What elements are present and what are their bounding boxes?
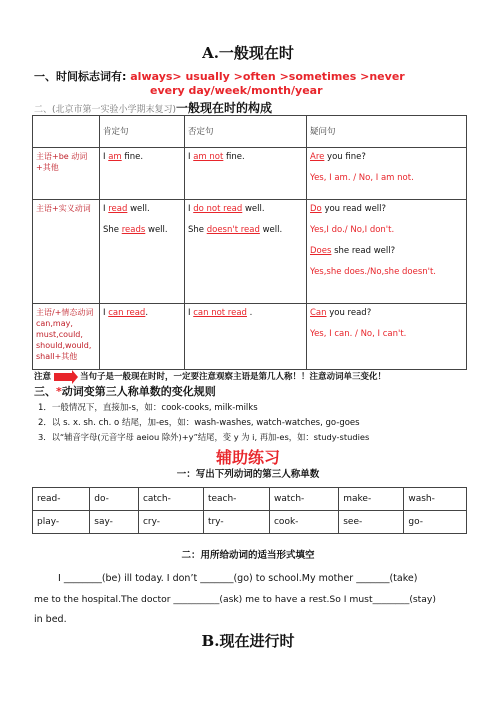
section-b-title: B.现在进行时 bbox=[201, 632, 295, 650]
table-row bbox=[33, 148, 467, 200]
cell-text: well. bbox=[259, 225, 283, 235]
verb-cell: play- bbox=[33, 511, 90, 534]
cell-text: I bbox=[188, 152, 194, 162]
verb-cell: cook- bbox=[269, 511, 338, 534]
time-markers-words-2: every day/week/month/year bbox=[150, 84, 323, 97]
verb-cell: make- bbox=[339, 488, 404, 511]
cell-text: Yes,she does./No,she doesn't. bbox=[310, 267, 437, 277]
negative-cell bbox=[185, 148, 307, 200]
highlighted-word: Can bbox=[310, 308, 327, 318]
cell-line bbox=[188, 203, 303, 216]
star-icon: * bbox=[56, 385, 62, 398]
header-negative: 否定句 bbox=[185, 116, 307, 148]
exercise-line: in bed. bbox=[34, 614, 67, 625]
highlighted-word: am not bbox=[193, 152, 224, 162]
exercise-line: I ________(be) ill today. I don’t _______(go) to school.My mother _______(take) bbox=[58, 573, 418, 584]
highlighted-word: am bbox=[108, 152, 122, 162]
cell-text: well. bbox=[145, 225, 168, 235]
row-label: 主语/+情态动词 can,may, must,could, should,would, shall+其他 bbox=[33, 304, 100, 370]
cell-text: . bbox=[246, 308, 253, 318]
question-cell bbox=[307, 148, 467, 200]
highlighted-word: Do bbox=[310, 204, 322, 214]
affirmative-cell bbox=[100, 304, 185, 370]
header-blank bbox=[33, 116, 100, 148]
affirmative-cell bbox=[100, 148, 185, 200]
verb-cell: wash- bbox=[404, 488, 467, 511]
note-text: 当句子是一般现在时时，一定要注意观察主语是第几人称！！注意动词单三变化！ bbox=[80, 372, 387, 382]
cell-text: . bbox=[145, 308, 149, 318]
highlighted-word: Are bbox=[310, 152, 325, 162]
negative-cell bbox=[185, 200, 307, 304]
cell-line bbox=[188, 151, 303, 164]
cell-text: I bbox=[188, 308, 194, 318]
note-line bbox=[34, 370, 386, 382]
highlighted-word: can not read bbox=[193, 308, 247, 318]
exercise-line: me to the hospital.The doctor __________(ask) me to have a rest.So I must________(stay) bbox=[34, 594, 436, 605]
verb-cell: do- bbox=[90, 488, 139, 511]
highlighted-word: read bbox=[108, 204, 128, 214]
header-question: 疑问句 bbox=[307, 116, 467, 148]
rule-item: 1．一般情况下，直接加-s，如：cook-cooks, milk-milks bbox=[38, 403, 258, 413]
cell-text: you read? bbox=[326, 308, 372, 318]
verb-cell: go- bbox=[404, 511, 467, 534]
cell-text: Yes, I am. / No, I am not. bbox=[310, 173, 414, 183]
time-markers-words: always> usually >often >sometimes >never bbox=[130, 70, 405, 83]
grammar-table bbox=[32, 115, 467, 370]
section3-label: 三、 bbox=[34, 385, 56, 398]
cell-line bbox=[310, 328, 463, 341]
highlighted-word: Does bbox=[310, 246, 332, 256]
cell-line bbox=[188, 224, 303, 237]
cell-text: I bbox=[188, 204, 194, 214]
table-row bbox=[33, 488, 467, 511]
cell-line bbox=[310, 307, 463, 320]
section1-colon: : bbox=[122, 70, 127, 83]
note-lead: 注意 bbox=[34, 372, 52, 382]
question-cell bbox=[307, 304, 467, 370]
cell-line bbox=[103, 224, 181, 237]
verbs-table bbox=[32, 487, 467, 534]
cell-text: fine. bbox=[223, 152, 245, 162]
time-markers-line bbox=[34, 68, 405, 84]
cell-text: well. bbox=[127, 204, 150, 214]
cell-text: She bbox=[188, 225, 207, 235]
table-row bbox=[33, 304, 467, 370]
cell-text: She bbox=[103, 225, 122, 235]
verb-cell: try- bbox=[203, 511, 269, 534]
verb-cell: cry- bbox=[138, 511, 203, 534]
exercise-part1-title: 一：写出下列动词的第三人称单数 bbox=[176, 469, 320, 480]
section2-heading bbox=[34, 99, 272, 116]
rule-item: 3．以“辅音字母(元音字母 aeiou 除外)+y”结尾，变 y 为 i, 再加-es，如：study-studies bbox=[38, 432, 370, 442]
cell-text: fine. bbox=[121, 152, 144, 162]
exercise-title: 辅助练习 bbox=[215, 448, 280, 467]
verb-cell: see- bbox=[339, 511, 404, 534]
cell-line bbox=[310, 151, 463, 164]
question-cell bbox=[307, 200, 467, 304]
cell-text: well. bbox=[242, 204, 265, 214]
highlighted-word: do not read bbox=[193, 204, 243, 214]
table-row bbox=[33, 200, 467, 304]
cell-text: I bbox=[103, 204, 109, 214]
cell-text: I bbox=[103, 152, 109, 162]
cell-line bbox=[188, 307, 303, 320]
rule-item: 2．以 s. x. sh. ch. o 结尾，加-es，如：wash-washes, watch-watches, go-goes bbox=[38, 418, 360, 428]
cell-line bbox=[103, 307, 181, 320]
verb-cell: watch- bbox=[269, 488, 338, 511]
section3-heading bbox=[34, 383, 216, 399]
negative-cell bbox=[185, 304, 307, 370]
cell-line bbox=[310, 203, 463, 216]
section2-title: 一般现在时的构成 bbox=[176, 101, 273, 115]
cell-line bbox=[103, 151, 181, 164]
cell-line bbox=[103, 203, 181, 216]
header-affirmative: 肯定句 bbox=[100, 116, 185, 148]
cell-text: you fine? bbox=[324, 152, 366, 162]
arrow-right-icon bbox=[54, 373, 72, 381]
row-label: 主语+be 动词+其他 bbox=[33, 148, 100, 200]
cell-line bbox=[310, 172, 463, 185]
cell-line bbox=[310, 266, 463, 279]
highlighted-word: doesn't read bbox=[206, 225, 260, 235]
cell-text: Yes,I do./ No,I don't. bbox=[310, 225, 395, 235]
page-title: A.一般现在时 bbox=[202, 44, 294, 62]
cell-text: Yes, I can. / No, I can't. bbox=[310, 329, 407, 339]
row-label: 主语+实义动词 bbox=[33, 200, 100, 304]
table-row bbox=[33, 511, 467, 534]
affirmative-cell bbox=[100, 200, 185, 304]
highlighted-word: can read bbox=[108, 308, 146, 318]
cell-text: you read well? bbox=[321, 204, 387, 214]
exercise-part2-title: 二：用所给动词的适当形式填空 bbox=[181, 550, 315, 561]
section1-label: 一、时间标志词有 bbox=[34, 70, 122, 83]
verb-cell: read- bbox=[33, 488, 90, 511]
table-header-row bbox=[33, 116, 467, 148]
cell-text: I bbox=[103, 308, 109, 318]
section2-label: 二、(北京市第一实验小学期末复习) bbox=[34, 105, 177, 115]
cell-line bbox=[310, 245, 463, 258]
verb-cell: catch- bbox=[138, 488, 203, 511]
section3-title: 动词变第三人称单数的变化规则 bbox=[61, 385, 216, 398]
verb-cell: teach- bbox=[203, 488, 269, 511]
cell-text: she read well? bbox=[331, 246, 396, 256]
cell-line bbox=[310, 224, 463, 237]
verb-cell: say- bbox=[90, 511, 139, 534]
highlighted-word: reads bbox=[121, 225, 146, 235]
